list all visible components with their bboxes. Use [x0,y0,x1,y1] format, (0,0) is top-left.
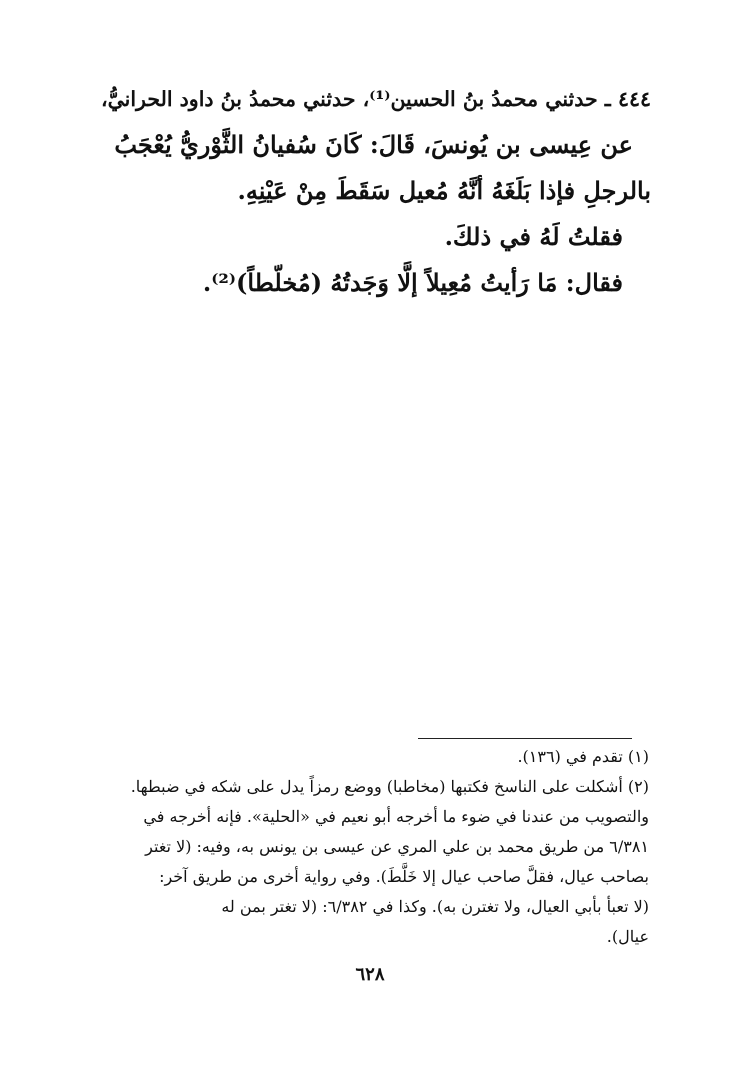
footnote-line: ٦/٣٨١ من طريق محمد بن علي المري عن عيسى بن يونس به، وفيه: (لا تغتر [145,837,649,856]
text-line: فقال: مَا رَأيتُ مُعِيلاً إلَّا وَجَدتُهُ (مُخلّطاً)⁽²⁾. [202,268,623,297]
text-line: فقلتُ لَهُ في ذلكَ. [444,222,623,251]
footnote-line: (لا تعبأ بأبي العيال، ولا تغترن به). وكذا في ٦/٣٨٢: (لا تغتر بمن له [221,897,649,916]
footnote-line: والتصويب من عندنا في ضوء ما أخرجه أبو نعيم في «الحلية». فإنه أخرجه في [143,807,649,826]
footnote-divider [418,738,632,739]
text-line: عن عِيسى بن يُونسَ، قَالَ: كَانَ سُفيانُ الثَّوْريُّ يُعْجَبُ [114,130,633,159]
footnote-line: بصاحب عيال، فقلَّ صاحب عيال إلا خَلَّطَ). وفي رواية أخرى من طريق آخر: [159,867,649,886]
text-line: ٤٤٤ ـ حدثني محمدُ بنُ الحسين⁽¹⁾، حدثني محمدُ بنُ داود الحرانيُّ، [100,87,651,111]
footnote-line: (١) تقدم في (١٣٦). [517,747,649,766]
footnote-line: عيال). [606,927,649,946]
page-number: ٦٢٨ [355,964,385,985]
footnotes [89,742,649,952]
footnote-line: (٢) أشكلت على الناسخ فكتبها (مخاطبا) ووضع رمزاً يدل على شكه في ضبطها. [130,777,649,796]
main-text [91,76,651,306]
text-line: بالرجلِ فإذا بَلَغَهُ أنَّهُ مُعيل سَقَطَ مِنْ عَيْنِهِ. [237,176,651,205]
